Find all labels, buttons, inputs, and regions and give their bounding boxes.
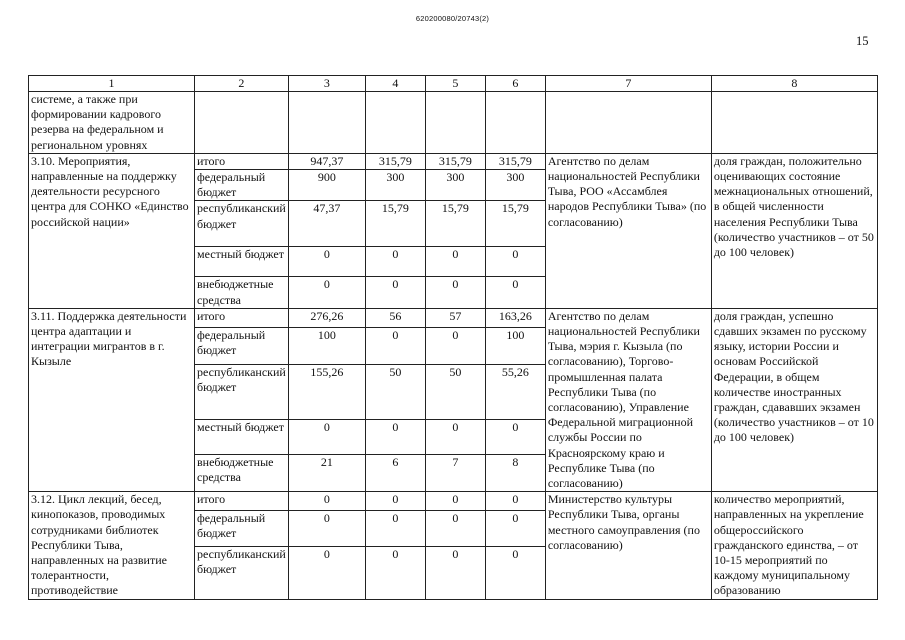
amount-cell: 21: [288, 455, 365, 492]
amount-cell: 0: [425, 492, 485, 511]
amount-cell: 0: [425, 247, 485, 277]
amount-cell: 0: [365, 510, 425, 546]
activity-name: 3.12. Цикл лекций, бесед, кинопоказов, проводимых сотрудниками библиотек Республики Тыва, направленных на развитие толерантности, противодействие: [29, 492, 195, 599]
column-number: 8: [711, 76, 877, 92]
amount-cell: 0: [425, 328, 485, 365]
budget-row: [29, 153, 878, 169]
empty-cell: [545, 92, 711, 154]
column-number: 2: [195, 76, 289, 92]
amount-cell: 56: [365, 308, 425, 327]
executor: Министерство культуры Республики Тыва, органы местного самоуправления (по согласованию): [545, 492, 711, 599]
column-number: 7: [545, 76, 711, 92]
amount-cell: 0: [365, 277, 425, 308]
amount-cell: 0: [365, 328, 425, 365]
column-number: 4: [365, 76, 425, 92]
funding-source: итого: [195, 492, 289, 511]
continuation-text: системе, а также при формировании кадрового резерва на федеральном и региональном уровнях: [29, 92, 195, 154]
column-number: 1: [29, 76, 195, 92]
amount-cell: 0: [485, 277, 545, 308]
amount-cell: 315,79: [365, 153, 425, 169]
amount-cell: 0: [288, 510, 365, 546]
funding-source: федеральный бюджет: [195, 328, 289, 365]
budget-row: [29, 308, 878, 327]
amount-cell: 50: [365, 365, 425, 419]
amount-cell: 6: [365, 455, 425, 492]
empty-cell: [195, 92, 289, 154]
amount-cell: 0: [365, 247, 425, 277]
indicator: количество мероприятий, направленных на укрепление общероссийского гражданского единства, – от 10-15 мероприятий по каждому муниципальному образованию: [711, 492, 877, 599]
funding-source: местный бюджет: [195, 419, 289, 455]
amount-cell: 47,37: [288, 201, 365, 247]
amount-cell: 0: [288, 492, 365, 511]
activity-name: 3.11. Поддержка деятельности центра адаптации и интеграции мигрантов в г. Кызыле: [29, 308, 195, 491]
amount-cell: 0: [425, 277, 485, 308]
document-id: 620200080/20743(2): [415, 14, 490, 23]
page-number: 15: [856, 34, 869, 48]
amount-cell: 0: [485, 419, 545, 455]
amount-cell: 7: [425, 455, 485, 492]
amount-cell: 0: [485, 492, 545, 511]
empty-cell: [425, 92, 485, 154]
amount-cell: 0: [485, 247, 545, 277]
amount-cell: 0: [425, 546, 485, 599]
amount-cell: 163,26: [485, 308, 545, 327]
amount-cell: 900: [288, 170, 365, 201]
amount-cell: 0: [288, 419, 365, 455]
amount-cell: 0: [425, 510, 485, 546]
funding-source: итого: [195, 308, 289, 327]
amount-cell: 0: [365, 546, 425, 599]
amount-cell: 15,79: [425, 201, 485, 247]
column-number: 6: [485, 76, 545, 92]
funding-source: республиканский бюджет: [195, 365, 289, 419]
amount-cell: 315,79: [425, 153, 485, 169]
funding-source: республиканский бюджет: [195, 546, 289, 599]
funding-source: местный бюджет: [195, 247, 289, 277]
amount-cell: 0: [365, 492, 425, 511]
column-number-row: [29, 76, 878, 92]
amount-cell: 15,79: [485, 201, 545, 247]
amount-cell: 0: [288, 247, 365, 277]
amount-cell: 315,79: [485, 153, 545, 169]
executor: Агентство по делам национальностей Республики Тыва, мэрия г. Кызыла (по согласованию), Торгово-промышленная палата Республики Тыва (по согласованию), Управление Федеральной миграционной службы России по Красноярскому краю и Республике Тыва (по согласованию): [545, 308, 711, 491]
empty-cell: [365, 92, 425, 154]
amount-cell: 0: [365, 419, 425, 455]
amount-cell: 155,26: [288, 365, 365, 419]
amount-cell: 0: [288, 546, 365, 599]
funding-source: внебюджетные средства: [195, 455, 289, 492]
continuation-row: [29, 92, 878, 154]
amount-cell: 300: [485, 170, 545, 201]
executor: Агентство по делам национальностей Республики Тыва, РОО «Ассамблея народов Республики Тыва» (по согласованию): [545, 153, 711, 308]
empty-cell: [288, 92, 365, 154]
amount-cell: 15,79: [365, 201, 425, 247]
program-table: [28, 75, 878, 600]
empty-cell: [711, 92, 877, 154]
empty-cell: [485, 92, 545, 154]
activity-name: 3.10. Мероприятия, направленные на поддержку деятельности ресурсного центра для СОНКО «Единство российской нации»: [29, 153, 195, 308]
funding-source: республиканский бюджет: [195, 201, 289, 247]
amount-cell: 947,37: [288, 153, 365, 169]
amount-cell: 300: [425, 170, 485, 201]
amount-cell: 0: [485, 510, 545, 546]
column-number: 5: [425, 76, 485, 92]
amount-cell: 50: [425, 365, 485, 419]
funding-source: федеральный бюджет: [195, 510, 289, 546]
indicator: доля граждан, успешно сдавших экзамен по русскому языку, истории России и основам Российской Федерации, в общем количестве иностранных граждан, сдававших экзамен (количество участников – от 10 до 100 человек): [711, 308, 877, 491]
amount-cell: 300: [365, 170, 425, 201]
amount-cell: 8: [485, 455, 545, 492]
budget-row: [29, 492, 878, 511]
column-number: 3: [288, 76, 365, 92]
indicator: доля граждан, положительно оценивающих состояние межнациональных отношений, в общей численности населения Республики Тыва (количество участников – от 50 до 100 человек): [711, 153, 877, 308]
amount-cell: 276,26: [288, 308, 365, 327]
funding-source: внебюджетные средства: [195, 277, 289, 308]
amount-cell: 100: [485, 328, 545, 365]
amount-cell: 0: [485, 546, 545, 599]
amount-cell: 57: [425, 308, 485, 327]
amount-cell: 0: [425, 419, 485, 455]
amount-cell: 55,26: [485, 365, 545, 419]
amount-cell: 0: [288, 277, 365, 308]
funding-source: федеральный бюджет: [195, 170, 289, 201]
amount-cell: 100: [288, 328, 365, 365]
funding-source: итого: [195, 153, 289, 169]
